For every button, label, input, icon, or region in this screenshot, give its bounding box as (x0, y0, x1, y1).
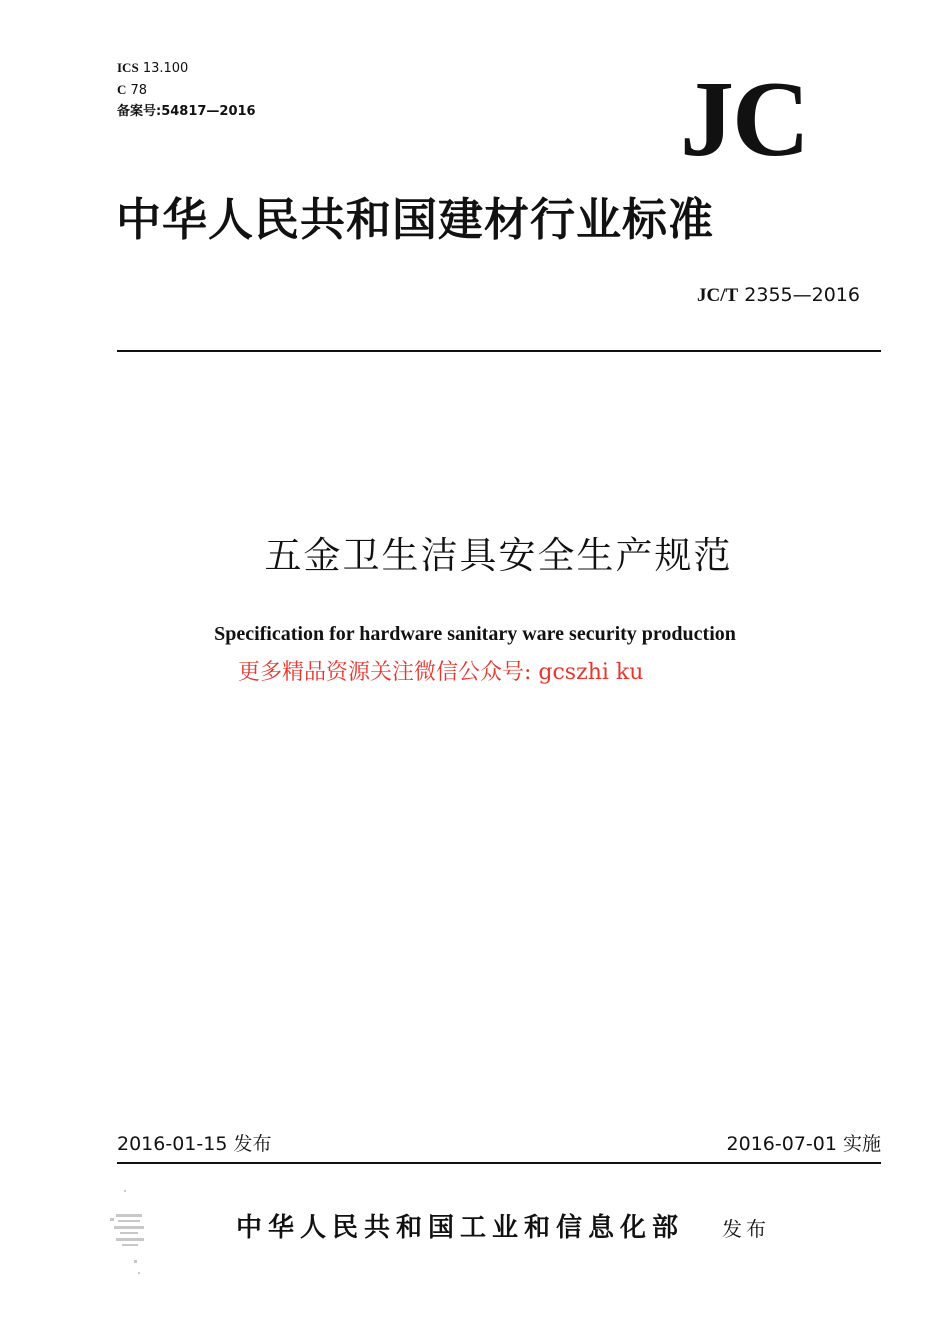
classification-block (117, 57, 256, 122)
standard-number-value: 2355—2016 (744, 284, 860, 306)
scan-smudge (104, 1188, 152, 1278)
implementation-date: 2016-07-01 实施 (726, 1133, 881, 1155)
document-title-chinese-text: 五金卫生洁具安全生产规范 (264, 534, 733, 577)
standard-number (697, 282, 860, 309)
ics-value: 13.100 (142, 61, 189, 76)
ccs-label: C (117, 82, 127, 97)
document-title-chinese (0, 532, 950, 580)
standard-category-title: 中华人民共和国建材行业标准 (116, 193, 715, 246)
bottom-divider (117, 1162, 881, 1164)
promo-text: 更多精品资源关注微信公众号: gcszhi ku (238, 660, 644, 685)
ccs-value: 78 (130, 83, 148, 98)
publisher-name: 中华人民共和国工业和信息化部 (236, 1213, 685, 1243)
top-divider (117, 350, 881, 352)
jc-logo: JC (680, 60, 808, 179)
ics-label: ICS (117, 60, 139, 75)
ics-code (117, 57, 256, 79)
filing-number: 备案号:54817—2016 (117, 104, 256, 119)
issue-date: 2016-01-15 发布 (117, 1133, 272, 1155)
standard-number-prefix: JC/T (697, 285, 739, 306)
publisher-verb: 发布 (722, 1217, 770, 1241)
ccs-code (117, 79, 256, 101)
document-title-english: Specification for hardware sanitary ware security production (214, 623, 736, 645)
